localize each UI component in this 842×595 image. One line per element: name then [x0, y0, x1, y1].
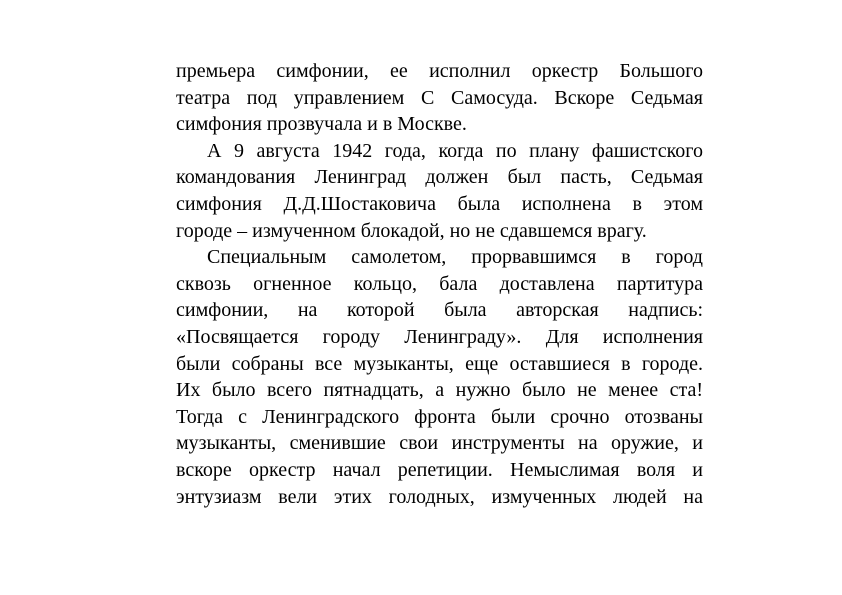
text-line: командования Ленинград должен был пасть, Седьмая [176, 166, 703, 189]
text-line: были собраны все музыканты, еще оставшиеся в городе. [176, 352, 703, 375]
paragraph-1 [176, 58, 703, 138]
text-line: вскоре оркестр начал репетиции. Немыслимая воля и [176, 458, 703, 481]
text-line: сквозь огненное кольцо, бала доставлена партитура [176, 272, 703, 295]
document-text [176, 58, 703, 510]
text-line: Их было всего пятнадцать, а нужно было не менее ста! [176, 379, 703, 402]
text-line: симфонии, на которой была авторская надпись: [176, 299, 703, 322]
text-line: симфония прозвучала и в Москве. [176, 113, 467, 136]
paragraph-3 [176, 244, 703, 510]
text-line: музыканты, сменившие свои инструменты на оружие, и [176, 432, 703, 455]
text-line: премьера симфонии, ее исполнил оркестр Большого [176, 60, 703, 82]
text-line: симфония Д.Д.Шостаковича была исполнена в этом [176, 192, 703, 215]
text-line: А 9 августа 1942 года, когда по плану фашистского [207, 139, 703, 162]
text-line: театра под управлением С Самосуда. Вскоре Седьмая [176, 86, 703, 109]
text-line: Тогда с Ленинградского фронта были срочно отозваны [176, 405, 703, 428]
text-line: Специальным самолетом, прорвавшимся в город [207, 246, 703, 269]
paragraph-2 [176, 138, 703, 244]
text-line: энтузиазм вели этих голодных, измученных людей на [176, 485, 703, 508]
text-line: «Посвящается городу Ленинграду». Для исполнения [176, 325, 703, 348]
text-line: городе – измученном блокадой, но не сдавшемся врагу. [176, 219, 647, 242]
